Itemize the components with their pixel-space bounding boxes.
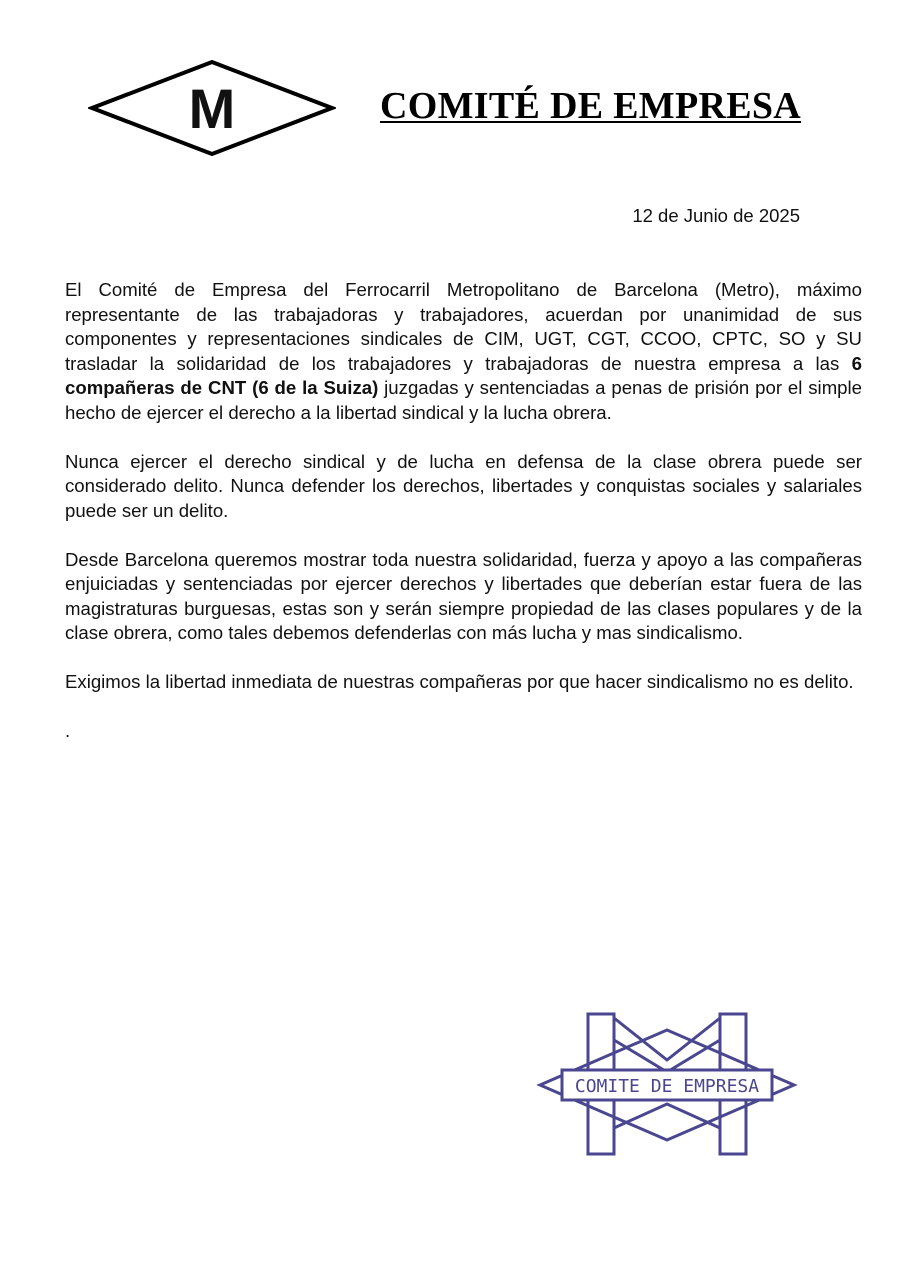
paragraph-4: Exigimos la libertad inmediata de nuestras compañeras por que hacer sindicalismo no es delito. — [65, 671, 854, 692]
paragraph-2: Nunca ejercer el derecho sindical y de lucha en defensa de la clase obrera puede ser considerado delito. Nunca defender los derechos, libertades y conquistas sociales y salariales puede ser un delito. — [65, 450, 862, 521]
metro-logo — [88, 58, 336, 158]
paragraph-1-end: juzgadas y sentenciadas a penas de prisión por el simple hecho de ejercer el derecho a la libertad sindical y la lucha obrera. — [65, 377, 862, 423]
paragraph-1-start: El Comité de Empresa del Ferrocarril Metropolitano de Barcelona (Metro), máximo representante de las trabajadoras y trabajadores, acuerdan por unanimidad de sus componentes y representaciones sindicales de CIM, UGT, CGT, CCOO, CPTC, SO y SU trasladar la solidaridad de los trabajadores y trabajadoras de nuestra empresa a las — [65, 279, 862, 374]
svg-text:COMITE DE EMPRESA: COMITE DE EMPRESA — [574, 1076, 760, 1097]
paragraph-1 — [65, 278, 862, 425]
document-title: COMITÉ DE EMPRESA — [380, 85, 802, 127]
committee-stamp — [536, 1008, 798, 1160]
paragraph-5: . — [65, 720, 71, 741]
paragraph-1-highlight: 6 compañeras de CNT (6 de la Suiza) — [65, 352, 862, 398]
svg-text:M: M — [188, 77, 236, 140]
paragraph-3: Desde Barcelona queremos mostrar toda nuestra solidaridad, fuerza y apoyo a las compañeras enjuiciadas y sentenciadas por ejercer derechos y libertades que deberían estar fuera de las magistraturas burguesas, estas son y serán siempre propiedad de las clases populares y de la clase obrera, como tales debemos defenderlas con más lucha y mas sindicalismo. — [65, 548, 862, 643]
document-date: 12 de Junio de 2025 — [632, 205, 800, 226]
letter-body — [65, 278, 862, 768]
